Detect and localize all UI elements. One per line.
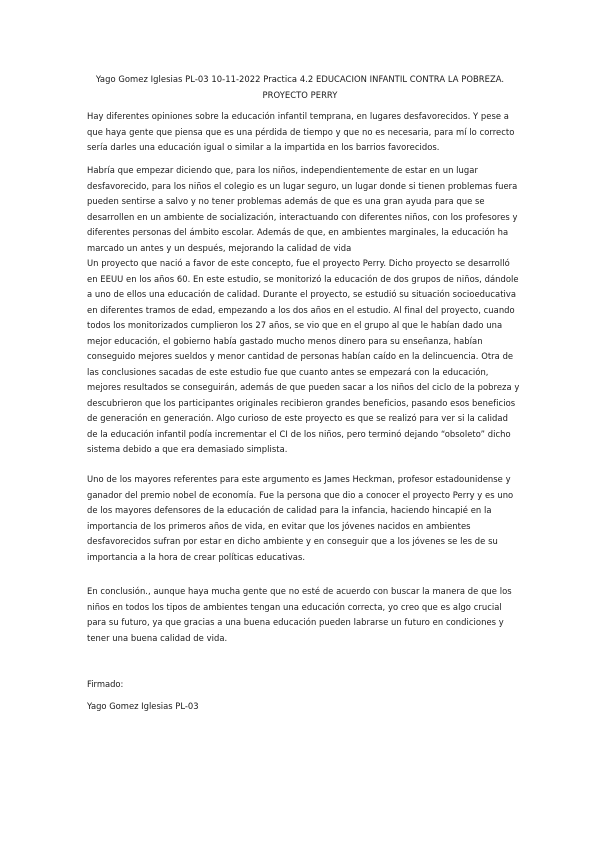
document-title: Yago Gomez Iglesias PL-03 10-11-2022 Practica 4.2 EDUCACION INFANTIL CONTRA LA POBREZA. PROYECTO PERRY — [95, 74, 505, 100]
paragraph-school-safety: Habría que empezar diciendo que, para los niños, independientemente de estar en un lugar desfavorecido, para los niños el colegio es un lugar seguro, un lugar donde si tienen problemas fuera pueden sentirse a salvo y no tener problemas además de que es una gran ayuda para que se desarrollen en un ambiente de socialización, interactuando con diferentes niños, con los profesores y diferentes personas del ámbito escolar. Además de que, en ambientes marginales, la educación ha marcado un antes y un después, mejorando la calidad de vida — [87, 165, 518, 253]
paragraph-conclusion: En conclusión., aunque haya mucha gente que no esté de acuerdo con buscar la manera de que los niños en todos los tipos de ambientes tengan una educación correcta, yo creo que es algo crucial para su futuro, ya que gracias a una buena educación pueden labrarse un futuro en condiciones y tener una buena calidad de vida. — [87, 586, 512, 643]
paragraph-james-heckman: Uno de los mayores referentes para este argumento es James Heckman, profesor estadounidense y ganador del premio nobel de economía. Fue la persona que dio a conocer el proyecto Perry y es uno de los mayores defensores de la educación de calidad para la infancia, haciendo hincapié en la importancia de los primeros años de vida, en evitar que los jóvenes nacidos en ambientes desfavorecidos sufran por estar en dicho ambiente y en conseguir que a los jóvenes se les de su importancia a la hora de crear políticas educativas. — [87, 474, 514, 562]
signature-name: Yago Gomez Iglesias PL-03 — [87, 701, 199, 711]
paragraph-perry-project: Un proyecto que nació a favor de este concepto, fue el proyecto Perry. Dicho proyecto se desarrolló en EEUU en los años 60. En este estudio, se monitorizó la educación de dos grupos de niños, dándole a uno de ellos una educación de calidad. Durante el proyecto, se estudió su situación socioeducativa en diferentes tramos de edad, empezando a los dos años en el estudio. Al final del proyecto, cuando todos los monitorizados cumplieron los 27 años, se vio que en el grupo al que le habían dado una mejor educación, el gobierno había gastado mucho menos dinero para su enseñanza, habían conseguido mejores sueldos y menor cantidad de personas habían caído en la delincuencia. Otra de las conclusiones sacadas de este estudio fue que cuanto antes se empezará con la educación, mejores resultados se conseguirán, además de que pueden sacar a los niños del ciclo de la pobreza y descubrieron que los participantes originales recibieron grandes beneficios, pasando esos beneficios de generación en generación. Algo curioso de este proyecto es que se realizó para ver si la calidad de la educación infantil podía incrementar el CI de los niños, pero terminó dejando “obsoleto” dicho sistema debido a que era demasiado simplista. — [87, 258, 520, 454]
paragraph-introduction: Hay diferentes opiniones sobre la educación infantil temprana, en lugares desfavorecidos. Y pese a que haya gente que piensa que es una pérdida de tiempo y que no es necesaria, para mí lo correcto sería darles una educación igual o similar a la impartida en los barrios favorecidos. — [87, 111, 515, 152]
signature-label: Firmado: — [87, 679, 124, 689]
